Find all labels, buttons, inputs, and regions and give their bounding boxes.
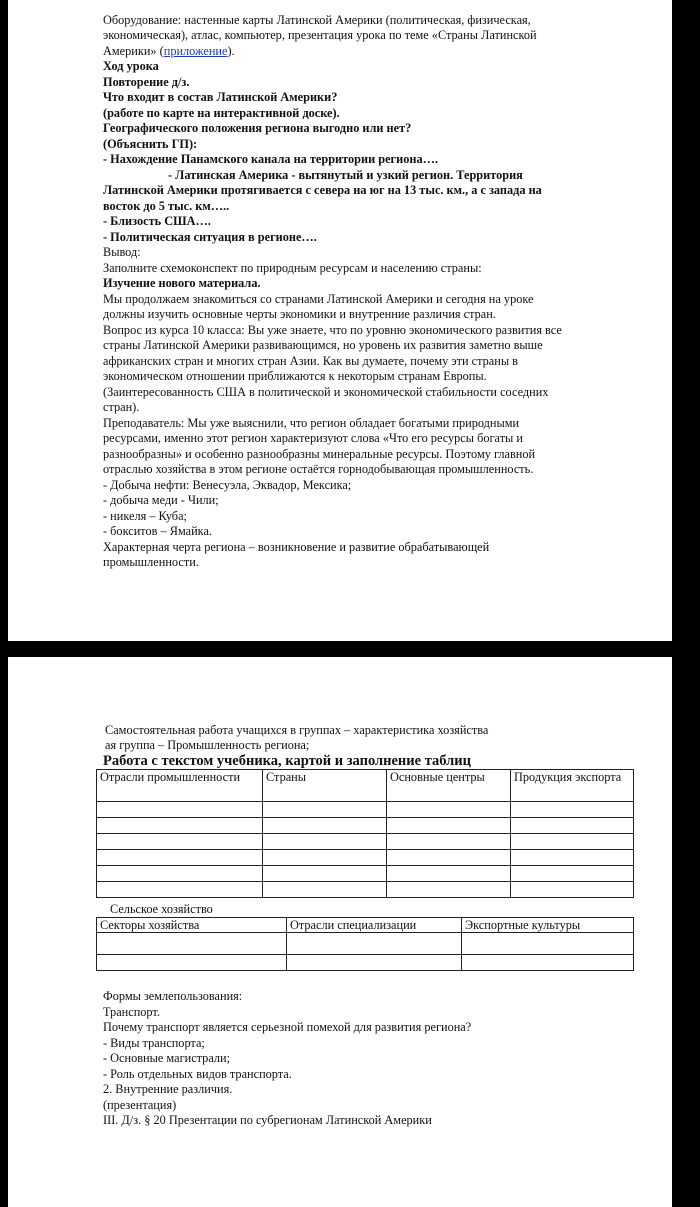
- header-cell-export-crops: Экспортные культуры: [462, 918, 634, 933]
- document-page-2: [8, 657, 672, 1207]
- paragraph-4-line-1: Преподаватель: Мы уже выяснили, что регион обладает богатыми природными: [103, 416, 520, 430]
- table-row: [97, 850, 634, 866]
- presentation-note: (презентация): [103, 1098, 177, 1112]
- review-heading: Повторение д/з.: [103, 75, 190, 89]
- paragraph-2-line-4: экономическом отношении приближаются к некоторым странам Европы.: [103, 369, 487, 383]
- list-item-nickel: - никеля – Куба;: [103, 509, 187, 523]
- paragraph-4-line-2: ресурсами, именно этот регион характеризуют слова «Что его ресурсы богаты и: [103, 431, 523, 445]
- internal-differences: 2. Внутренние различия.: [103, 1082, 233, 1096]
- paragraph-2-line-3: африканских стран и многих стран Азии. Как вы думаете, почему эти страны в: [103, 354, 518, 368]
- question-explain: (Объяснить ГП):: [103, 137, 198, 151]
- list-item-transport-types: - Виды транспорта;: [103, 1036, 205, 1050]
- fill-outline-instruction: Заполните схемоконспект по природным ресурсам и населению страны:: [103, 261, 482, 275]
- header-cell-sectors: Секторы хозяйства: [97, 918, 287, 933]
- bullet-elongated-2: Латинской Америки протягивается с севера на юг на 13 тыс. км., а с запада на: [103, 183, 542, 197]
- table-row: [97, 866, 634, 882]
- land-use-line: Формы землепользования:: [103, 989, 243, 1003]
- appendix-link[interactable]: приложение: [163, 44, 228, 58]
- table-heading: Работа с текстом учебника, картой и заполнение таблиц: [103, 753, 471, 769]
- table-row: [97, 834, 634, 850]
- transport-heading: Транспорт.: [103, 1005, 160, 1019]
- list-item-transport-role: - Роль отдельных видов транспорта.: [103, 1067, 292, 1081]
- bullet-usa: - Близость США….: [103, 214, 211, 228]
- list-item-main-routes: - Основные магистрали;: [103, 1051, 231, 1065]
- list-item-oil: - Добыча нефти: Венесуэла, Эквадор, Мексика;: [103, 478, 352, 492]
- paragraph-3-line-1: (Заинтересованность США в политической и экономической стабильности соседних: [103, 385, 549, 399]
- bullet-elongated-1: - Латинская Америка - вытянутый и узкий регион. Территория: [168, 168, 523, 182]
- bullet-panama: - Нахождение Панамского канала на территории региона….: [103, 152, 438, 166]
- header-cell-specialization: Отрасли специализации: [287, 918, 462, 933]
- header-cell-exports: Продукция экспорта: [511, 770, 634, 802]
- header-cell-industries: Отрасли промышленности: [97, 770, 263, 802]
- agriculture-label: Сельское хозяйство: [110, 902, 213, 916]
- bullet-politics: - Политическая ситуация в регионе….: [103, 230, 317, 244]
- table-header-row: [97, 918, 634, 933]
- paragraph-5-line-2: промышленности.: [103, 555, 199, 569]
- question-position: Географического положения региона выгодно или нет?: [103, 121, 412, 135]
- equipment-line-1: Оборудование: настенные карты Латинской Америки (политическая, физическая,: [103, 13, 531, 27]
- header-cell-centers: Основные центры: [387, 770, 511, 802]
- table-row: [97, 802, 634, 818]
- list-item-bauxite: - бокситов – Ямайка.: [103, 524, 213, 538]
- bullet-elongated-3: восток до 5 тыс. км…..: [103, 199, 230, 213]
- homework-line: III. Д/з. § 20 Презентации по субрегионам Латинской Америки: [103, 1113, 432, 1127]
- list-item-copper: - добыча меди - Чили;: [103, 493, 219, 507]
- why-transport-question: Почему транспорт является серьезной помехой для развития региона?: [103, 1020, 472, 1034]
- paragraph-4-line-4: отраслью хозяйства в этом регионе остаётся горнодобывающая промышленность.: [103, 462, 534, 476]
- paragraph-5-line-1: Характерная черта региона – возникновение и развитие обрабатывающей: [103, 540, 490, 554]
- equipment-line-2: экономическая), атлас, компьютер, презентация урока по теме «Страны Латинской: [103, 28, 537, 42]
- lesson-course-heading: Ход урока: [103, 59, 159, 73]
- equipment-line-3: Америки» (приложение).: [103, 44, 235, 58]
- paragraph-2-line-2: страны Латинской Америки развивающимся, но уровень их развития заметно выше: [103, 338, 543, 352]
- header-cell-countries: Страны: [263, 770, 387, 802]
- document-page-1: [8, 0, 672, 641]
- industry-table: [96, 769, 634, 898]
- group-1-line: ая группа – Промышленность региона;: [105, 738, 310, 752]
- paragraph-2-line-1: Вопрос из курса 10 класса: Вы уже знаете, что по уровню экономического развития все: [103, 323, 562, 337]
- table-row: [97, 955, 634, 971]
- new-material-heading: Изучение нового материала.: [103, 276, 261, 290]
- conclusion-label: Вывод:: [103, 245, 141, 259]
- paragraph-4-line-3: разнообразны» и особенно разнообразны минеральные ресурсы. Поэтому главной: [103, 447, 536, 461]
- paragraph-1-line-2: должны изучить основные черты экономики и внутренние различия стран.: [103, 307, 496, 321]
- question-composition: Что входит в состав Латинской Америки?: [103, 90, 338, 104]
- question-board: (работе по карте на интерактивной доске).: [103, 106, 340, 120]
- paragraph-3-line-2: стран).: [103, 400, 140, 414]
- table-header-row: [97, 770, 634, 802]
- group-work-line: Самостоятельная работа учащихся в группах – характеристика хозяйства: [105, 723, 489, 737]
- table-row: [97, 933, 634, 955]
- paragraph-1-line-1: Мы продолжаем знакомиться со странами Латинской Америки и сегодня на уроке: [103, 292, 534, 306]
- agriculture-table: [96, 917, 634, 971]
- table-row: [97, 882, 634, 898]
- table-row: [97, 818, 634, 834]
